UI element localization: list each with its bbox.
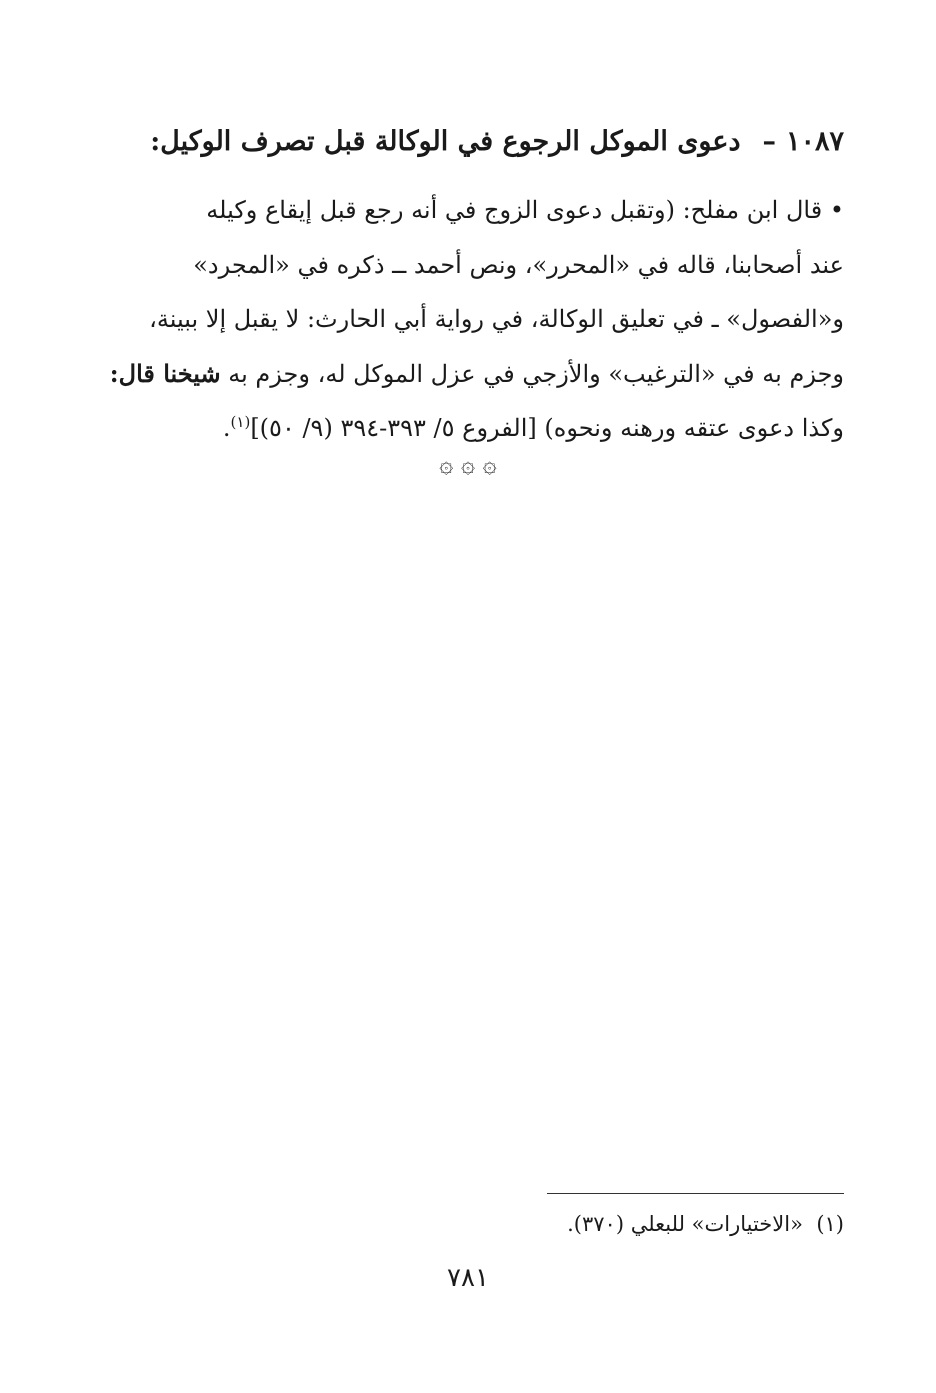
page-number: ٧٨١	[447, 1263, 489, 1293]
section-divider-ornaments: ۞ ۞ ۞	[439, 450, 497, 478]
body-line-3: و«الفصول» ـ في تعليق الوكالة، في رواية أبي الحارث: لا يقبل إلا ببينة،	[149, 305, 844, 333]
footnote-reference[interactable]: (١)	[230, 413, 251, 431]
body-line-5-text: وكذا دعوى عتقه ورهنه ونحوه) [الفروع ٥/ ٣٩٣-٣٩٤ (٩/ ٥٠)]	[250, 414, 844, 442]
section-number: ١٠٨٧	[785, 126, 844, 157]
footnote-separator	[547, 1193, 844, 1194]
footnote	[92, 1204, 844, 1244]
body-line-4	[92, 347, 844, 402]
body-line-5-end: .	[222, 414, 231, 442]
body-line-2: عند أصحابنا، قاله في «المحرر»، ونص أحمد ــ ذكره في «المجرد»	[193, 250, 844, 279]
body-line-1: • قال ابن مفلح: (وتقبل دعوى الزوج في أنه رجع قبل إيقاع وكيله	[206, 196, 844, 224]
body-text	[92, 183, 844, 456]
section-heading	[92, 122, 844, 162]
footnote-marker: (١)	[816, 1212, 844, 1236]
body-line-4-bold: شيخنا قال:	[109, 358, 221, 388]
body-line-4-text: وجزم به في «الترغيب» والأزجي في عزل الموكل له، وجزم به	[228, 359, 844, 388]
body-line-5	[92, 401, 844, 456]
section-dash: –	[762, 126, 776, 157]
footnote-text: «الاختيارات» للبعلي (٣٧٠).	[567, 1212, 803, 1236]
section-title: دعوى الموكل الرجوع في الوكالة قبل تصرف الوكيل:	[150, 126, 741, 157]
